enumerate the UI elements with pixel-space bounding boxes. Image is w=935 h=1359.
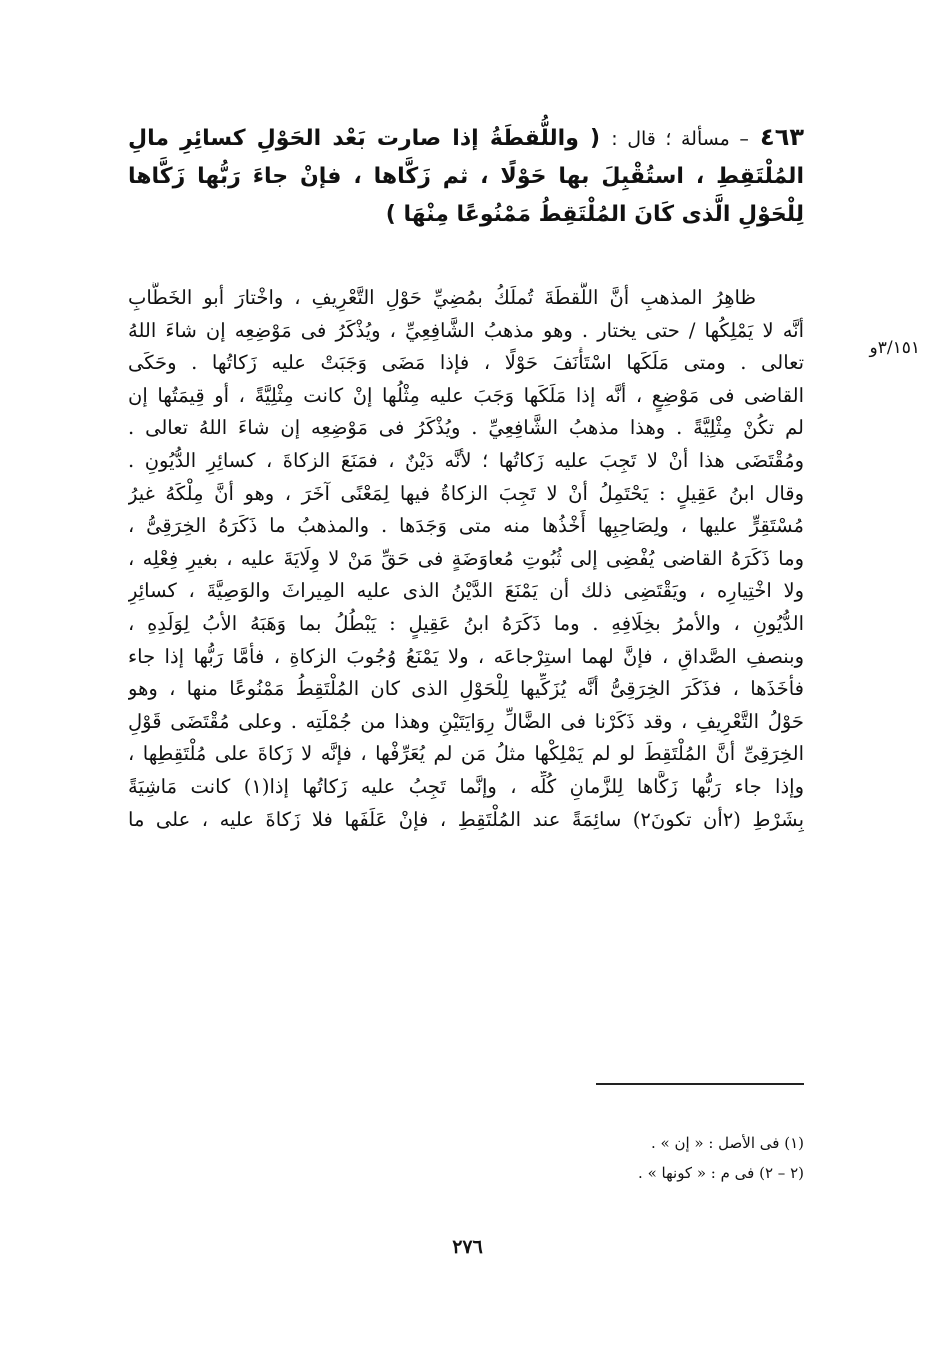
body-text xyxy=(128,282,804,836)
body-line: ولا اخْتِيارِه ، ويَقْتَضِى ذلك أن يَمْنَعَ الدَّيْنُ الذى عليه المِيراثَ والوَصِيَّةَ ، كسائِرِ xyxy=(128,579,804,603)
body-line: وقال ابنُ عَقِيلٍ : يَحْتَمِلُ أنْ لا تَجِبَ الزكاةُ فيها لِمَعْنًى آخَرَ ، وهو أنَّ مِلْكَهُ غيرُ xyxy=(128,481,804,505)
body-line: أنَّه لا يَمْلِكُها / حتى يختار . وهو مذهبُ الشَّافِعِيِّ ، ويُذْكَرُ فى مَوْضِعِه إن شاءَ اللهُ xyxy=(128,318,804,342)
body-line: ظاهِرُ المذهبِ أنَّ اللُّقطَةَ تُملَكُ بمُضِيِّ حَوْلِ التَّعْرِيفِ ، واخْتارَ أبو الخَطَّابِ xyxy=(128,286,756,309)
body-line: تعالى . ومتى مَلَكَها اسْتَأْنَفَ حَوْلًا ، فإذا مَضَى وَجَبَتْ عليه زَكاتُها . وحَكَى xyxy=(128,351,804,375)
body-line: الخِرَقِىِّ أنَّ المُلْتَقِطَ لو لم يَمْلِكْها مثلُ مَن لم يُعَرِّفْها ، فإنَّه لا زَكاةَ على مُلْتَقِطِها ، xyxy=(128,742,804,766)
issue-number: ٤٦٣ xyxy=(760,123,804,151)
body-line: القاضى فى مَوْضِعٍ ، أنَّه إذا مَلَكَها وَجَبَ عليه مِثْلُها إنْ كانت مِثْلِيَّةً ، أو قِيمَتُها إن xyxy=(128,383,804,407)
body-line: ومُقْتَضَى هذا أنْ لا تَجِبَ عليه زَكاتُها ؛ لأنَّه دَيْنٌ ، فمَنَعَ الزكاةَ ، كسائِرِ الدُّيُونِ . xyxy=(128,448,804,472)
body-line: لم تكُنْ مِثْلِيَّةً . وهذا مذهبُ الشَّافِعِيِّ . ويُذْكَرُ فى مَوْضِعِه إن شاءَ اللهُ تعالى . xyxy=(128,416,804,440)
issue-text: ( واللُّقطَةُ إذا صارت بَعْد الحَوْلِ كسائِرِ مالِ المُلْتَقِطِ ، استُقْبِلَ بها حَوْلًا ، ثم زَكَّاها ، فإنْ جاءَ رَبُّها زَكَّاها لِلْحَوْلِ الَّذى كَانَ المُلْتَقِطُ مَمْنُوعًا مِنْهَا ) xyxy=(128,126,804,227)
body-line: وإذا جاء رَبُّها زَكَّاها لِلزَّمانِ كُلِّه ، وإنَّما تَجِبُ عليه زَكاتُها إذا(١) كانت مَاشِيَةً xyxy=(128,774,804,798)
body-line: بِشَرْطِ (٢أن تكونَ٢) سائِمَةً عند المُلْتَقِطِ ، فإنْ عَلَفَها فلا زَكاةَ عليه ، على ما xyxy=(128,807,804,831)
manuscript-folio-reference: ٣/١٥١و xyxy=(869,338,920,358)
body-line: مُسْتَقِرٍّ عليها ، ولِصَاحِبِها أَخْذُها منه متى وَجَدَها . والمذهبُ ما ذَكَرَهُ الخِرَقِىُّ ، xyxy=(128,514,804,538)
footnote-separator xyxy=(596,1083,804,1085)
issue-lead: – مسألة ؛ قال : xyxy=(611,128,749,150)
footnotes xyxy=(128,1128,804,1188)
issue-heading xyxy=(128,118,804,234)
body-line: حَوْلُ التَّعْرِيفِ ، وقد ذَكَرْنا فى الضَّالِّ رِوَايَتَيْنِ وهذا من جُمْلَتِه . وعلى مُقْتَضَى قَوْلِ xyxy=(128,709,804,733)
body-line: فأخَذَها ، فذَكَرَ الخِرَقِىُّ أنَّه يُزَكِّيها لِلْحَوْلِ الذى كان المُلْتَقِطُ مَمْنُوعًا منها ، وهو xyxy=(128,677,804,701)
body-line: وبنصفِ الصَّداقِ ، فإنَّ لهما استِرْجاعَه ، ولا يَمْنَعُ وُجُوبَ الزكاةِ ، فأمَّا رَبُّها إذا جاء xyxy=(128,644,804,668)
footnote: (٢ – ٢) فى م : « كونها » . xyxy=(638,1164,804,1182)
body-line: وما ذَكَرَهُ القاضى يُفْضِى إلى ثُبُوتِ مُعاوَضَةٍ فى حَقِّ مَنْ لا وِلَايَةَ عليه ، بغيرِ فِعْلِه ، xyxy=(128,546,804,570)
body-line: الدُّيُونِ ، والأمرُ بخِلَافِهِ . وما ذَكَرَهُ ابنُ عَقِيلٍ : يَبْطُلُ بما وَهَبَهُ الأبُ لِوَلَدِهِ ، xyxy=(128,611,804,635)
page-number: ٢٧٦ xyxy=(452,1236,483,1258)
footnote: (١) فى الأصل : « إن » . xyxy=(650,1134,804,1152)
